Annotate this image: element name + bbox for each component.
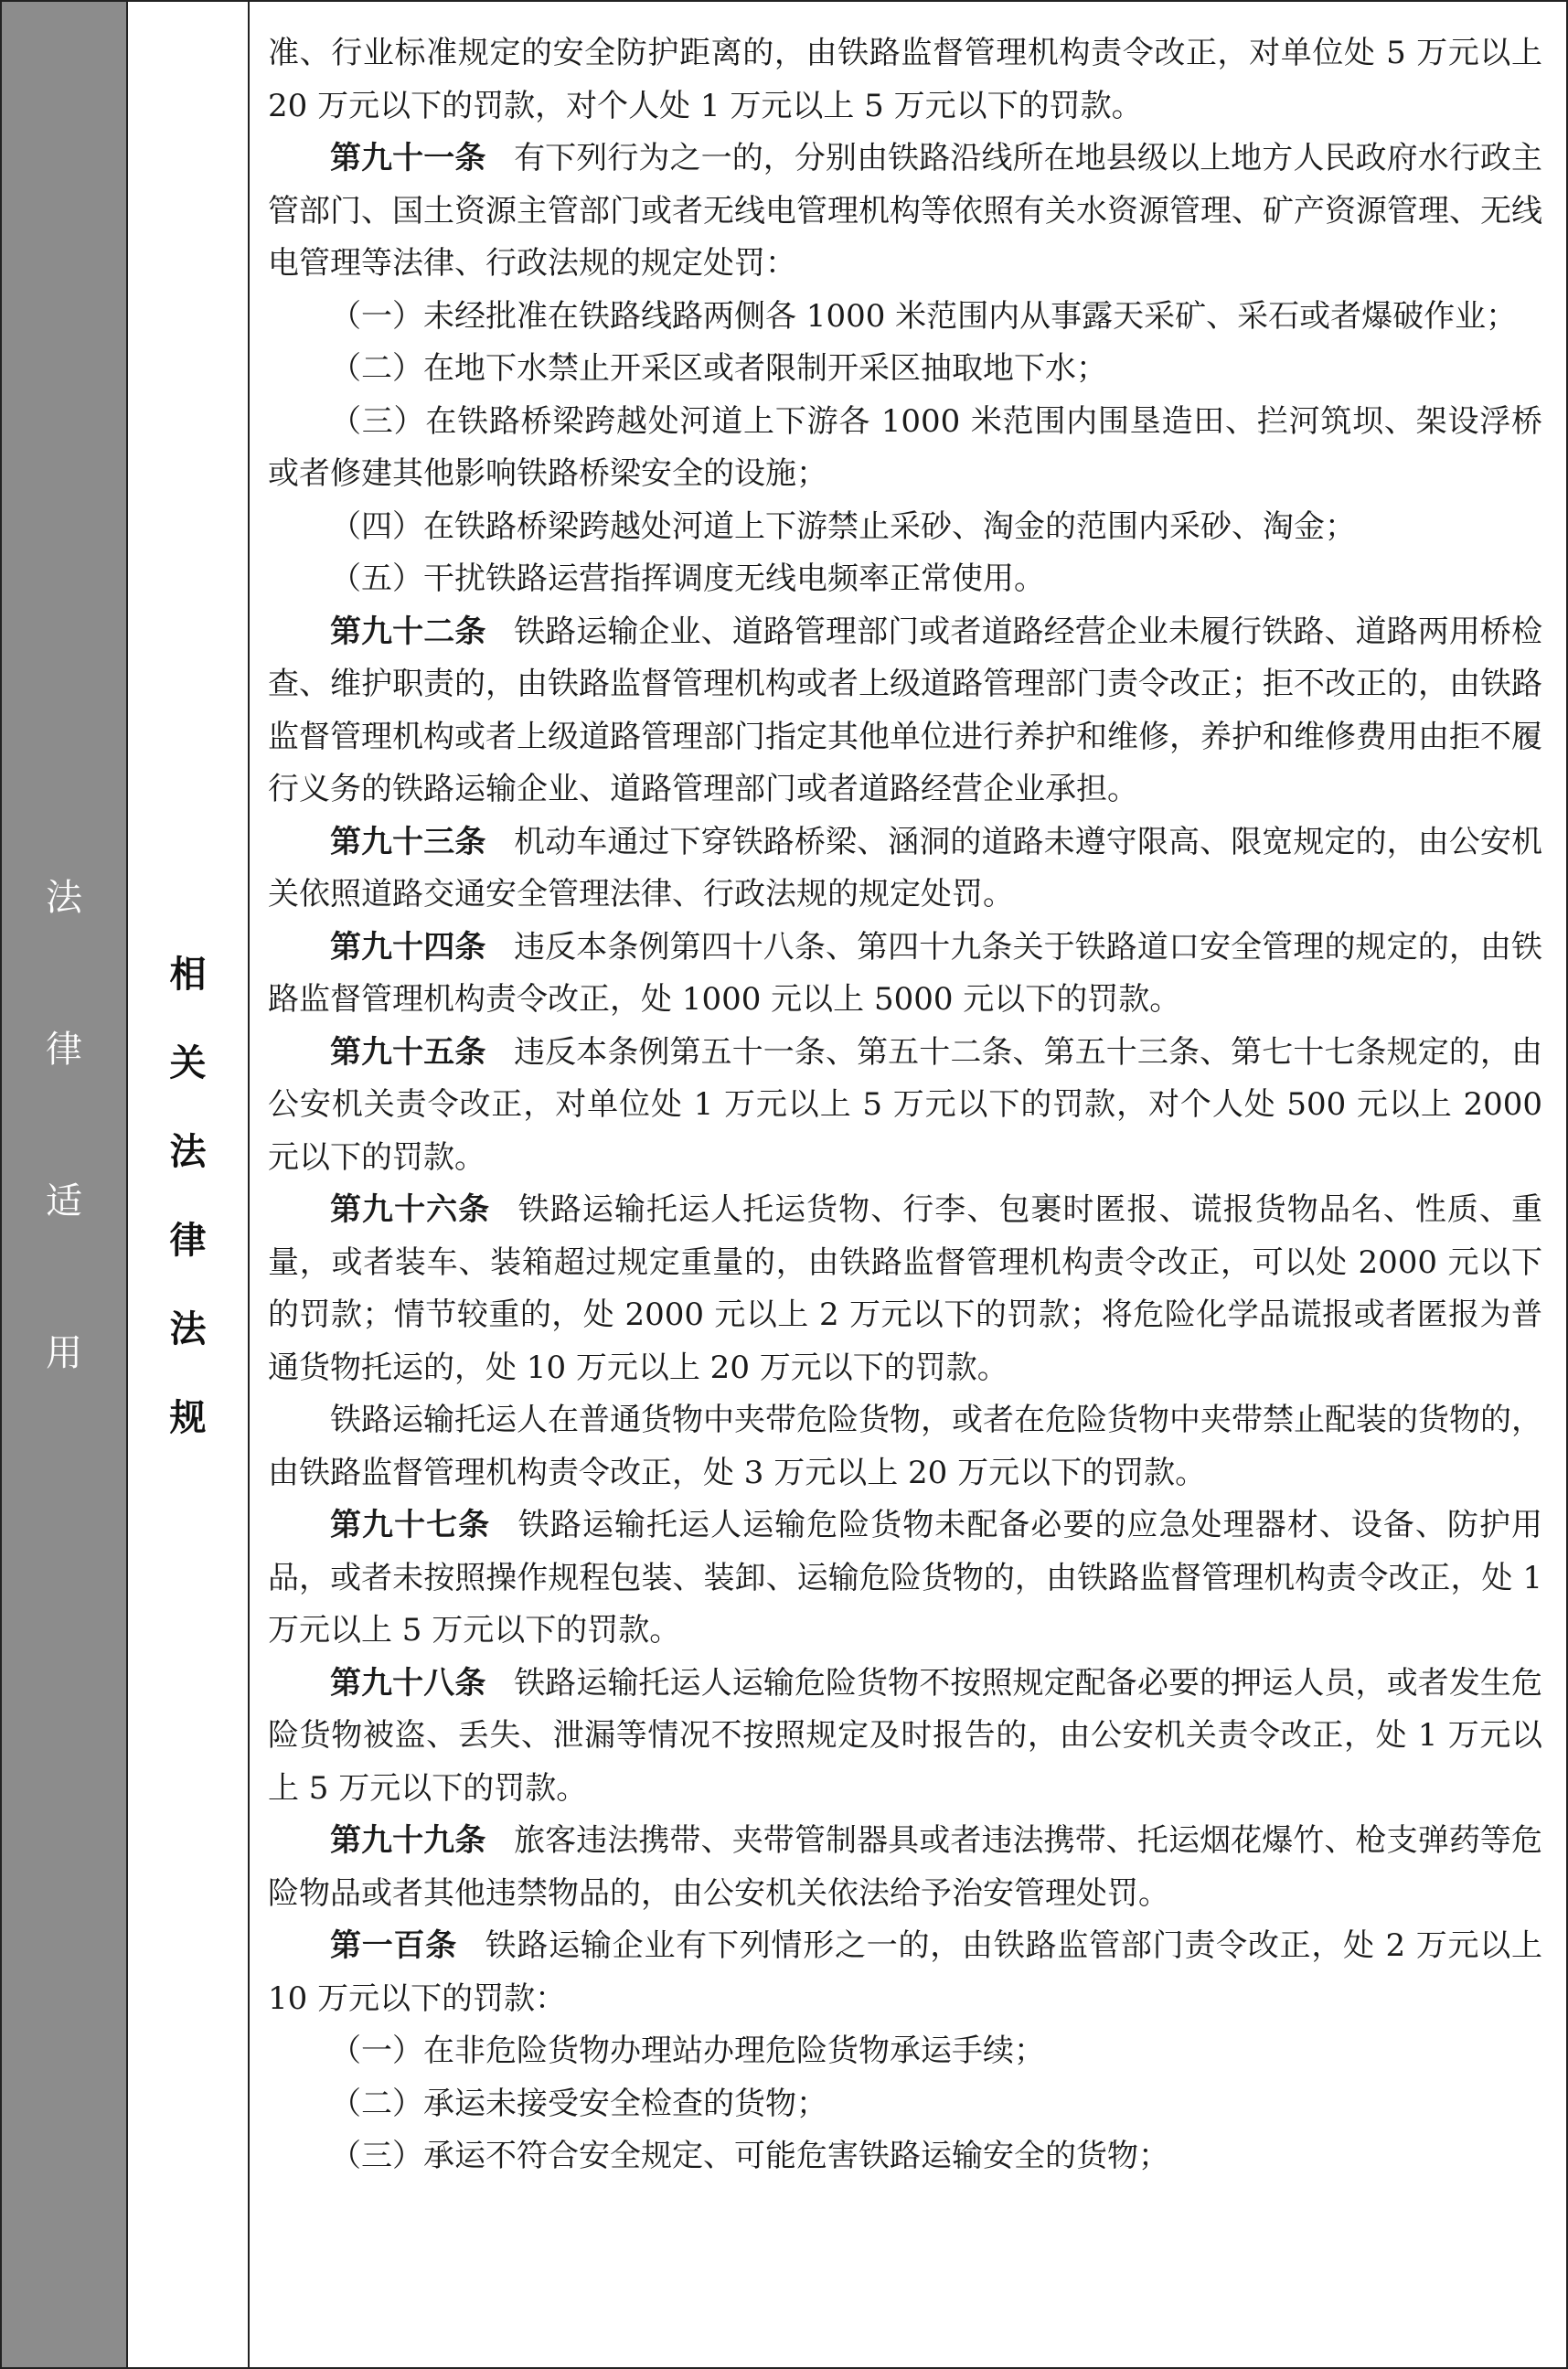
- regulation-text: [250, 2, 1566, 2367]
- paragraph-text: （二）在地下水禁止开采区或者限制开采区抽取地下水；: [330, 350, 1107, 387]
- paragraph: [268, 2130, 1542, 2183]
- paragraph-text: 铁路运输托运人运输危险货物未配备必要的应急处理器材、设备、防护用品，或者未按照操作规程包装、装卸、运输危险货物的，由铁路监督管理机构责令改正，处 1 万元以上 5 万元以下的罚款。: [268, 1507, 1543, 1649]
- section-label: [2, 877, 126, 1487]
- label-char: 律: [46, 1029, 82, 1071]
- paragraph: [268, 1920, 1542, 2025]
- paragraph: [268, 1027, 1542, 1185]
- label-char: 适: [46, 1180, 82, 1222]
- paragraph: [268, 922, 1542, 1027]
- paragraph-text: 铁路运输托运人在普通货物中夹带危险货物，或者在危险货物中夹带禁止配装的货物的，由铁路监督管理机构责令改正，处 3 万元以上 20 万元以下的罚款。: [268, 1402, 1542, 1491]
- paragraph-text: 违反本条例第四十八条、第四十九条关于铁路道口安全管理的规定的，由铁路监督管理机构责令改正，处 1000 元以上 5000 元以下的罚款。: [268, 928, 1543, 1018]
- label-char: 关: [169, 1042, 207, 1084]
- paragraph-text: 有下列行为之一的，分别由铁路沿线所在地县级以上地方人民政府水行政主管部门、国土资源主管部门或者无线电管理机构等依照有关水资源管理、矿产资源管理、无线电管理等法律、行政法规的规定处罚：: [268, 140, 1543, 282]
- paragraph-text: 铁路运输托运人运输危险货物不按照规定配备必要的押运人员，或者发生危险货物被盗、丢失、泄漏等情况不按照规定及时报告的，由公安机关责令改正，处 1 万元以上 5 万元以下的罚款。: [268, 1664, 1543, 1807]
- label-char: 法: [169, 1131, 207, 1173]
- paragraph-text: 违反本条例第五十一条、第五十二条、第五十三条、第七十七条规定的，由公安机关责令改正，对单位处 1 万元以上 5 万元以下的罚款，对个人处 500 元以上 2000 元以下的罚款。: [268, 1033, 1543, 1176]
- paragraph-text: 旅客违法携带、夹带管制器具或者违法携带、托运烟花爆竹、枪支弹药等危险物品或者其他违禁物品的，由公安机关依法给予治安管理处罚。: [268, 1822, 1543, 1912]
- paragraph-text: 机动车通过下穿铁路桥梁、涵洞的道路未遵守限高、限宽规定的，由公安机关依照道路交通安全管理法律、行政法规的规定处罚。: [268, 823, 1543, 912]
- paragraph: [268, 553, 1542, 606]
- paragraph: [268, 133, 1542, 291]
- paragraph-text: 铁路运输企业有下列情形之一的，由铁路监管部门责令改正，处 2 万元以上 10 万元以下的罚款：: [268, 1927, 1542, 2017]
- paragraph-text: （三）在铁路桥梁跨越处河道上下游各 1000 米范围内围垦造田、拦河筑坝、架设浮桥或者修建其他影响铁路桥梁安全的设施；: [268, 402, 1542, 492]
- paragraph: [268, 343, 1542, 396]
- article-number: 第九十八条: [330, 1664, 486, 1702]
- paragraph-text: （三）承运不符合安全规定、可能危害铁路运输安全的货物；: [330, 2138, 1169, 2174]
- label-char: 律: [169, 1220, 207, 1262]
- paragraph: [268, 2078, 1542, 2131]
- label-char: 相: [169, 954, 207, 996]
- paragraph: [268, 501, 1542, 554]
- label-char: 规: [169, 1397, 207, 1439]
- paragraph-text: （一）未经批准在铁路线路两侧各 1000 米范围内从事露天采矿、采石或者爆破作业；: [330, 297, 1518, 335]
- paragraph: [268, 1658, 1542, 1816]
- article-number: 第一百条: [330, 1927, 458, 1964]
- paragraph: [268, 1184, 1542, 1394]
- paragraph-text: 准、行业标准规定的安全防护距离的，由铁路监督管理机构责令改正，对单位处 5 万元以上 20 万元以下的罚款，对个人处 1 万元以上 5 万元以下的罚款。: [268, 35, 1542, 124]
- paragraph: [268, 606, 1542, 816]
- article-number: 第九十五条: [330, 1033, 486, 1071]
- article-number: 第九十二条: [330, 613, 486, 650]
- paragraph-text: 铁路运输托运人托运货物、行李、包裹时匿报、谎报货物品名、性质、重量，或者装车、装箱超过规定重量的，由铁路监督管理机构责令改正，可以处 2000 元以下的罚款；情节较重的，处 2000 元以上 2 万元以下的罚款；将危险化学品谎报或者匿报为普通货物托运的，处 10 万元以上 20 万元以下的罚款。: [268, 1191, 1543, 1386]
- article-number: 第九十一条: [330, 140, 486, 176]
- article-number: 第九十三条: [330, 823, 486, 860]
- paragraph: [268, 396, 1542, 501]
- section-column: [2, 2, 128, 2367]
- paragraph: [268, 1394, 1542, 1499]
- paragraph: [268, 291, 1542, 344]
- article-number: 第九十四条: [330, 928, 486, 966]
- paragraph-text: （四）在铁路桥梁跨越处河道上下游禁止采砂、淘金的范围内采砂、淘金；: [330, 507, 1356, 545]
- label-char: 用: [46, 1332, 82, 1374]
- paragraph: [268, 27, 1542, 133]
- paragraph-text: （二）承运未接受安全检查的货物；: [330, 2085, 827, 2122]
- label-char: 法: [169, 1308, 207, 1350]
- subsection-column: [128, 2, 250, 2367]
- article-number: 第九十七条: [330, 1507, 491, 1543]
- article-number: 第九十六条: [330, 1191, 491, 1228]
- paragraph: [268, 2025, 1542, 2078]
- article-number: 第九十九条: [330, 1822, 486, 1859]
- paragraph: [268, 816, 1542, 922]
- paragraph-text: （五）干扰铁路运营指挥调度无线电频率正常使用。: [330, 560, 1045, 597]
- subsection-label: [128, 956, 248, 1489]
- label-char: 法: [46, 877, 82, 919]
- paragraph: [268, 1815, 1542, 1920]
- paragraph-text: （一）在非危险货物办理站办理危险货物承运手续；: [330, 2033, 1045, 2069]
- paragraph: [268, 1499, 1542, 1658]
- paragraph-text: 铁路运输企业、道路管理部门或者道路经营企业未履行铁路、道路两用桥检查、维护职责的，由铁路监督管理机构或者上级道路管理部门责令改正；拒不改正的，由铁路监督管理机构或者上级道路管理部门指定其他单位进行养护和维修，养护和维修费用由拒不履行义务的铁路运输企业、道路管理部门或者道路经营企业承担。: [268, 613, 1543, 807]
